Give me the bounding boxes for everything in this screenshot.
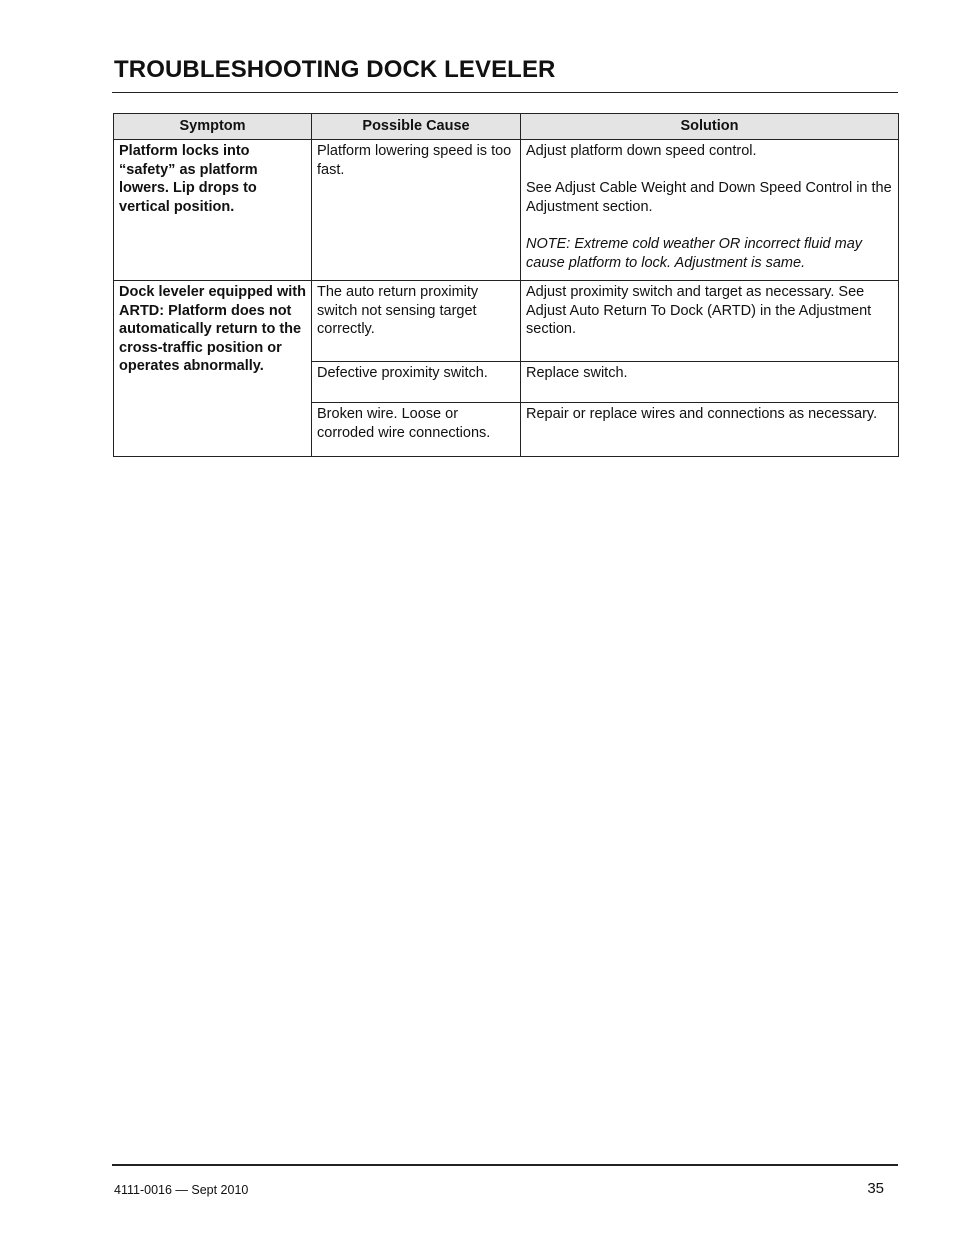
cause-cell: Broken wire. Loose or corroded wire connections. xyxy=(312,403,521,457)
solution-cell: Adjust proximity switch and target as necessary. See Adjust Auto Return To Dock (ARTD) in the Adjustment section. xyxy=(521,281,899,362)
footer-page-number: 35 xyxy=(867,1180,884,1197)
cause-cell: Defective proximity switch. xyxy=(312,362,521,403)
solution-text: See Adjust Cable Weight and Down Speed Control in the Adjustment section. xyxy=(526,180,892,215)
header-symptom: Symptom xyxy=(114,114,312,140)
page-title: TROUBLESHOOTING DOCK LEVELER xyxy=(114,56,556,83)
solution-text: Adjust platform down speed control. xyxy=(526,143,757,159)
header-possible-cause: Possible Cause xyxy=(312,114,521,140)
cause-cell: The auto return proximity switch not sensing target correctly. xyxy=(312,281,521,362)
table-row xyxy=(114,140,899,281)
solution-cell: Replace switch. xyxy=(521,362,899,403)
symptom-cell: Platform locks into “safety” as platform lowers. Lip drops to vertical position. xyxy=(114,140,312,281)
footer-divider xyxy=(112,1164,898,1166)
table-row xyxy=(114,281,899,362)
troubleshooting-table xyxy=(113,113,899,457)
footer-document-id: 4111-0016 — Sept 2010 xyxy=(114,1183,249,1197)
solution-note: NOTE: Extreme cold weather OR incorrect fluid may cause platform to lock. Adjustment is same. xyxy=(526,235,863,271)
header-solution: Solution xyxy=(521,114,899,140)
cause-cell: Platform lowering speed is too fast. xyxy=(312,140,521,281)
table-header-row xyxy=(114,114,899,140)
solution-cell xyxy=(521,140,899,281)
solution-cell: Repair or replace wires and connections as necessary. xyxy=(521,403,899,457)
title-divider xyxy=(112,92,898,93)
symptom-cell: Dock leveler equipped with ARTD: Platform does not automatically return to the cross-traffic position or operates abnormally. xyxy=(114,281,312,457)
